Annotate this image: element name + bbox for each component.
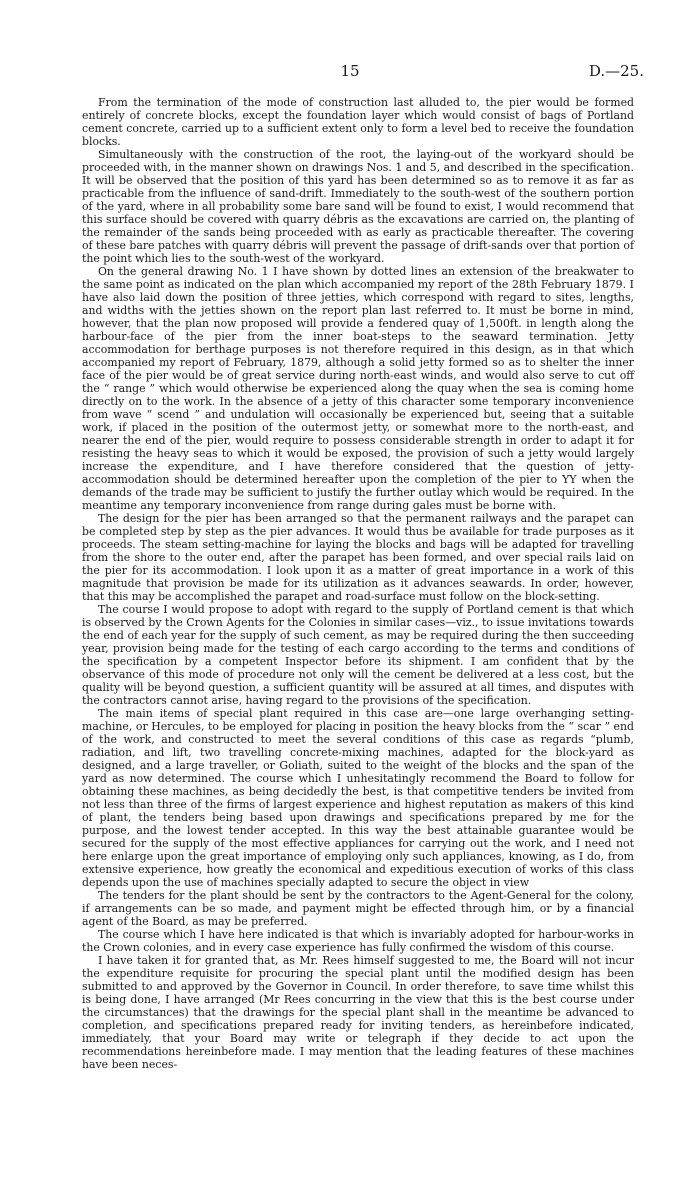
paragraph: The main items of special plant required in this case are—one large overhanging setting-machine, or Hercules, to be employed for placing in position the heavy blocks from the “ scar ” end of the work, and constructed to meet the several conditions of this case as regards “plumb, radiation, and lift, two travelling concrete-mixing machines, adapted for the block-yard as designed, and a large traveller, or Goliath, suited to the weight of the blocks and the span of the yard as now determined. The course which I unhesitatingly recommend the Board to follow for obtaining these machines, as being decidedly the best, is that competitive tenders be invited from not less than three of the firms of largest experience and highest reputation as makers of this kind of plant, the tenders being based upon drawings and specifications prepared by me for the purpose, and the lowest tender accepted. In this way the best attainable guarantee would be secured for the supply of the most effective appliances for carrying out the work, and I need not here enlarge upon the great importance of employing only such appliances, knowing, as I do, from extensive experience, how greatly the economical and expeditious execution of works of this class depends upon the use of machines specially adapted to secure the object in view [82, 707, 634, 889]
paragraph: Simultaneously with the construction of the root, the laying-out of the workyard should be proceeded with, in the manner shown on drawings Nos. 1 and 5, and described in the specification. It will be observed that the position of this yard has been determined so as to remove it as far as practicable from the influence of sand-drift. Immediately to the south-west of the southern portion of the yard, where in all probability some bare sand will be found to exist, I would recommend that this surface should be covered with quarry débris as the excavations are carried on, the planting of the remainder of the sands being proceeded with as early as practicable thereafter. The covering of these bare patches with quarry débris will prevent the passage of drift-sands over that portion of the point which lies to the south-west of the workyard. [82, 148, 634, 265]
paragraph: The course which I have here indicated is that which is invariably adopted for harbour-works in the Crown colonies, and in every case experience has fully confirmed the wisdom of this course. [82, 928, 634, 954]
page-number: 15 [340, 62, 360, 80]
body-text [82, 96, 634, 1071]
paragraph: The design for the pier has been arranged so that the permanent railways and the parapet can be completed step by step as the pier advances. It would thus be available for trade purposes as it proceeds. The steam setting-machine for laying the blocks and bags will be adapted for travelling from the shore to the outer end, after the parapet has been formed, and over special rails laid on the pier for its accommodation. I look upon it as a matter of great importance in a work of this magnitude that provision be made for its utilization as it advances seawards. In order, however, that this may be accomplished the parapet and road-surface must follow on the block-setting. [82, 512, 634, 603]
page-header [0, 62, 700, 82]
document-reference: D.—25. [588, 62, 644, 80]
paragraph: The course I would propose to adopt with regard to the supply of Portland cement is that which is observed by the Crown Agents for the Colonies in similar cases—viz., to issue invitations towards the end of each year for the supply of such cement, as may be required during the then succeeding year, provision being made for the testing of each cargo according to the terms and conditions of the specification by a competent Inspector before its shipment. I am confident that by the observance of this mode of procedure not only will the cement be delivered at a less cost, but the quality will be beyond question, a sufficient quantity will be assured at all times, and disputes with the contractors cannot arise, having regard to the provisions of the specification. [82, 603, 634, 707]
paragraph: On the general drawing No. 1 I have shown by dotted lines an extension of the breakwater to the same point as indicated on the plan which accompanied my report of the 28th February 1879. I have also laid down the position of three jetties, which correspond with regard to sites, lengths, and widths with the jetties shown on the report plan last referred to. It must be borne in mind, however, that the plan now proposed will provide a fendered quay of 1,500ft. in length along the harbour-face of the pier from the inner boat-steps to the seaward termination. Jetty accommodation for berthage purposes is not therefore required in this design, as in that which accompanied my report of February, 1879, although a solid jetty formed so as to shelter the inner face of the pier would be of great service during north-east winds, and would also serve to cut off the “ range ” which would otherwise be experienced along the quay when the sea is coming home directly on to the work. In the absence of a jetty of this character some temporary inconvenience from wave “ scend ” and undulation will occasionally be experienced but, seeing that a suitable work, if placed in the position of the outermost jetty, or somewhat more to the north-east, and nearer the end of the pier, would require to possess considerable strength in order to adapt it for resisting the heavy seas to which it would be exposed, the provision of such a jetty would largely increase the expenditure, and I have therefore considered that the question of jetty-accommodation should be determined hereafter upon the completion of the pier to YY when the demands of the trade may be sufficient to justify the further outlay which would be required. In the meantime any temporary inconvenience from range during gales must be borne with. [82, 265, 634, 512]
paragraph: From the termination of the mode of construction last alluded to, the pier would be formed entirely of concrete blocks, except the foundation layer which would consist of bags of Portland cement concrete, carried up to a sufficient extent only to form a level bed to receive the foundation blocks. [82, 96, 634, 148]
paragraph: The tenders for the plant should be sent by the contractors to the Agent-General for the colony, if arrangements can be so made, and payment might be effected through him, or by a financial agent of the Board, as may be preferred. [82, 889, 634, 928]
paragraph: I have taken it for granted that, as Mr. Rees himself suggested to me, the Board will not incur the expenditure requisite for procuring the special plant until the modified design has been submitted to and approved by the Governor in Council. In order therefore, to save time whilst this is being done, I have arranged (Mr Rees concurring in the view that this is the best course under the circumstances) that the drawings for the special plant shall in the meantime be advanced to completion, and specifications prepared ready for inviting tenders, as hereinbefore indicated, immediately, that your Board may write or telegraph if they decide to act upon the recommendations hereinbefore made. I may mention that the leading features of these machines have been neces- [82, 954, 634, 1071]
